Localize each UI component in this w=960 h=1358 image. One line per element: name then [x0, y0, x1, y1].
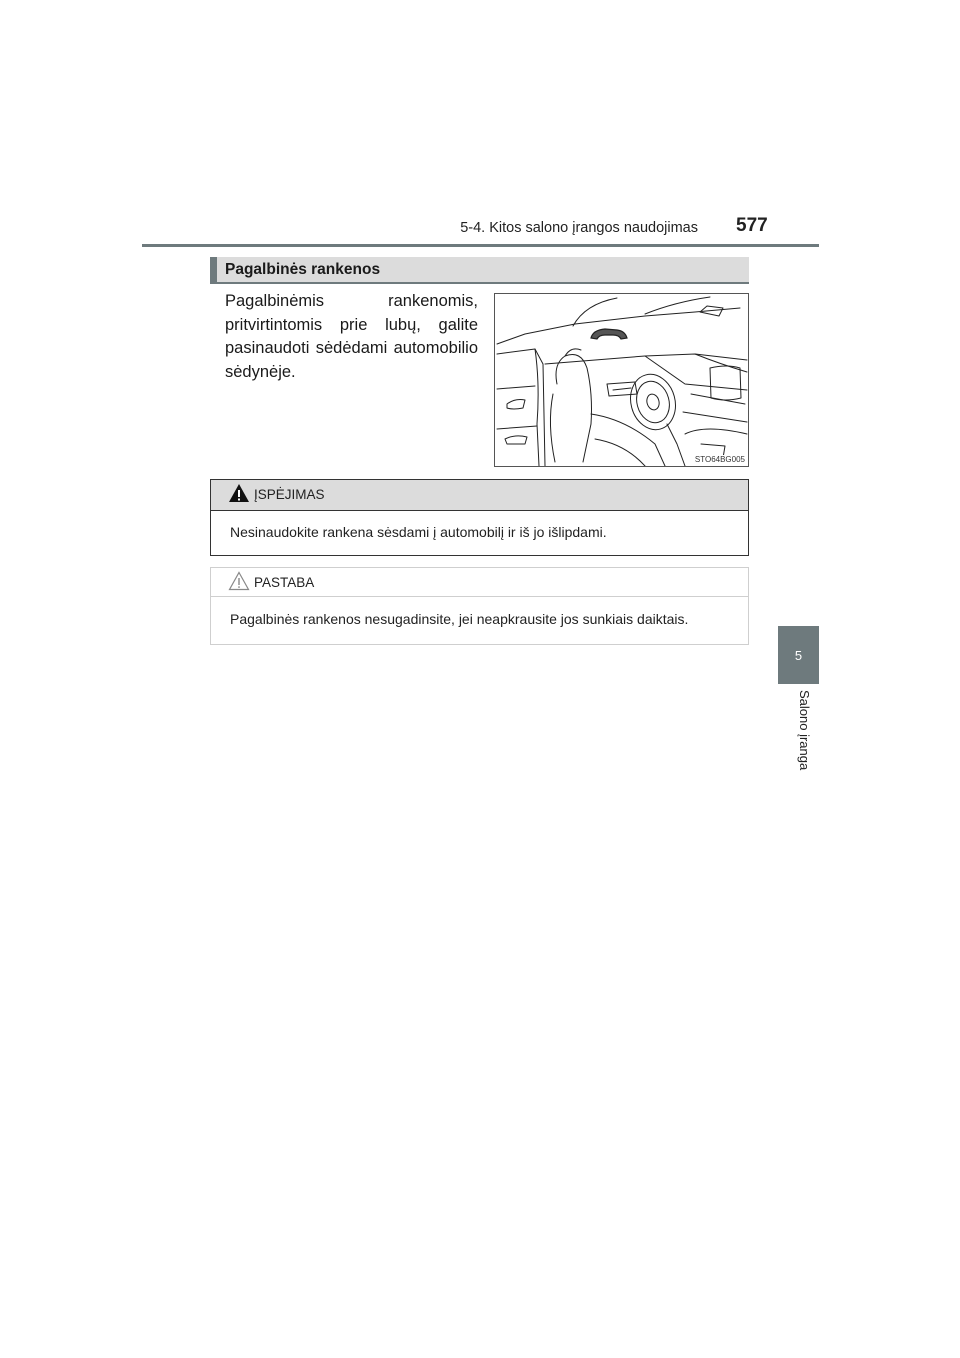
figure-code: STO64BG005: [694, 455, 745, 464]
section-heading-accent: [210, 257, 217, 282]
warning-header: [211, 480, 748, 511]
assist-grip-shape: [591, 329, 627, 339]
section-body-text: Pagalbinėmis rankenomis, pritvirtintomis prie lubų, galite pasinaudoti sėdėdami automobilio sėdynėje.: [225, 292, 478, 381]
chapter-tab: [778, 626, 819, 684]
warning-title: ĮSPĖJIMAS: [254, 487, 325, 502]
chapter-title: Salono įranga: [797, 690, 812, 771]
section-heading-bar: [210, 257, 749, 284]
warning-triangle-icon: [228, 483, 250, 508]
chapter-number: 5: [794, 647, 803, 663]
car-interior-drawing: [495, 294, 748, 466]
header-divider: [142, 244, 819, 247]
warning-box: [210, 479, 749, 556]
section-title: Pagalbinės rankenos: [225, 261, 381, 278]
page-number: 577: [736, 215, 768, 236]
caution-triangle-outline-icon: [228, 571, 250, 596]
header-section-title: 5-4. Kitos salono įrangos naudojimas: [460, 220, 698, 236]
assist-grip-illustration: [494, 293, 749, 467]
note-box: [210, 567, 749, 645]
note-text: Pagalbinės rankenos nesugadinsite, jei neapkrausite jos sunkiais daiktais.: [230, 611, 689, 627]
warning-text: Nesinaudokite rankena sėsdami į automobilį ir iš jo išlipdami.: [230, 524, 607, 540]
note-header: [211, 568, 748, 597]
note-title: PASTABA: [254, 575, 315, 590]
